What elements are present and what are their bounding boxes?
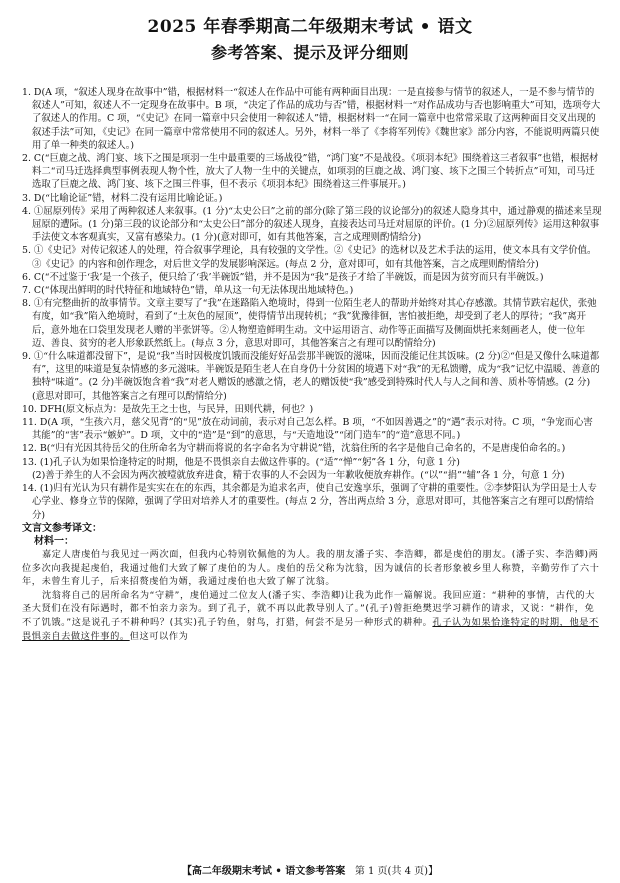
answer-9: 9. ①“什么味道都没留下”，是说“我”当时因极度饥饿而没能好好品尝那半碗饭的滋味，因而没能记住其饭味。(2 分)②“但是又像什么味道都有”，这里的味道是复杂情感的多元滋味。半碗饭是陌生老人在自身仍十分贫困的境遇下对“我”的无私馈赠，成为“我”记忆中温暖、善意的独特“味道”。(2 分)半碗饭饱含着“我”对老人赠饭的感激之情，老人的赠饭使“我”感受到特殊时代人与人之间和善、质朴等情感。(2 分)(意思对即可，其他答案言之有理可以酌情给分) [22, 351, 600, 402]
answer-10: 10. DFH(原文标点为：是故先王之士也，与民异，田则代耕，何也？) [22, 403, 314, 415]
footer-exam-name: 【高二年级期末考试 • 语文参考答案 [181, 866, 346, 877]
page-footer [0, 862, 620, 877]
answer-body [22, 86, 602, 643]
answer-5: 5. ①《史记》对传记叙述人的处理，符合叙事学理论，具有较强的文学性。②《史记》的选材以及艺术手法的运用，使文本具有文学价值。③《史记》的内容和创作理念，对后世文学的发展影响深远。(每点 2 分，意对即可，如有其他答案，言之成理则酌情给分) [22, 245, 597, 270]
translation-underlined-sentence: 孔子认为如果恰逢特定的时期，他是不畏惧亲自去做这件事的。 [22, 617, 599, 642]
translation-paragraph-1: 嘉定人唐虔伯与我见过一两次面，但我内心特别钦佩他的为人。我的朋友潘子实、李浩卿，都是虔伯的朋友。(潘子实、李浩卿)两位多次向我提起虔伯，我通过他们大致了解了虔伯的为人。虔伯的岳父称为沈翁，因为诚信的长者形象被乡里人称赞，辛勤劳作了六十年，未曾生育儿子，后来招赘虔伯为婿，我通过虔伯也大致了解了沈翁。 [22, 549, 600, 588]
answer-1: 1. D(A 项，“叙述人现身在故事中”错，根据材料一“叙述人在作品中可能有两种面目出现：一是直接参与情节的叙述人，一是不参与情节的叙述人”可知，叙述人不一定现身在故事中。B 项，“决定了作品的成功与否”错，根据材料一“对作品成功与否也影响重大”可知，选项夸大了叙述人的作用。C 项，“《史记》在同一篇章中只会使用一种叙述人”错，根据材料一“在同一篇章中也常常采取了这两种面目交叉出现的叙述手法”可知，《史记》在同一篇章中常常使用不同的叙述人。另外，材料一举了《李将军列传》《魏世家》部分内容，不能说明两篇只使用了单一种类的叙述人。) [22, 87, 601, 151]
answer-8: 8. ①有完整曲折的故事情节。文章主要写了“我”在迷路陷入绝境时，得到一位陌生老人的帮助并始终对其心存感激。其情节跌宕起伏，张弛有度，如“我”陷入绝境时，看到了“土灰色的屋顶”，使得情节出现转机；“我”犹豫徘徊，害怕被拒绝，却受到了老人的厚待；“我”离开后，意外地在口袋里发现老人赠的半张饼等。②人物塑造鲜明生动。文中运用语言、动作等正面描写及侧面烘托来刻画老人，使一位年迈、善良、贫穷的老人形象跃然纸上。(每点 3 分，意思对即可，其他答案言之有理可以酌情给分) [22, 298, 597, 349]
translation-heading: 文言文参考译文： [22, 522, 102, 534]
answer-11: 11. D(A 项，“生孩六月，慈父见背”的“见”放在动词前，表示对自己怎么样。B 项，“不如因善遇之”的“遇”表示对待。C 项，“争宠而心害其能”的“害”表示“嫉妒”。D 项，文中的“造”是“到”的意思，与“天造地设”“闭门造车”的“造”意思不同。) [22, 417, 593, 442]
answer-13-1: 13. (1)孔子认为如果恰逢特定的时期，他是不畏惧亲自去做这件事的。(“适”“惮”“躬”各 1 分，句意 1 分) [22, 456, 460, 468]
page-title: 2025 年春季期高二年级期末考试 • 语文 [147, 17, 473, 37]
answer-3: 3. D(“比喻论证”错，材料二没有运用比喻论证。) [22, 192, 223, 204]
answer-14: 14. (1)归有光认为只有耕作是实实在在的东西，其余都是为追求名声，使自己安逸享乐，强调了守耕的重要性。②李梦阳认为学田是士人专心学业、修身立节的保障，强调了学田对培养人才的重要性。(每点 2 分，答出两点给 3 分，意思对即可，其他答案言之有理可以酌情给分) [22, 483, 597, 521]
page-subtitle: 参考答案、提示及评分细则 [210, 43, 409, 62]
answer-4: 4. ①屈原列传》采用了两种叙述人来叙事。(1 分)“太史公曰”之前的部分(除了第三段的议论部分)的叙述人隐身其中，通过静观的描述来呈现屈原的遭际。(1 分)第三段的议论部分和“太史公曰”部分的叙述人现身，直接表达司马迁对屈原的评价。(1 分)②屈原列传》运用这种叙事手法使文本客观真实，又富有感染力。(1 分)(意对即可，如有其他答案，言之成理则酌情给分) [22, 205, 602, 244]
answer-12: 12. B(“归有光因其待岳父的住所命名为守耕而将说的名字命名为守耕说”错，沈翁住所的名字是他自己命名的，不是唐虔伯命名的。) [22, 443, 566, 455]
translation-paragraph-2-text: 沈翁将自己的居所命名为“守耕”，虔伯通过二位友人(潘子实、李浩卿)让我为此作一篇解说。我回应道：“耕种的事情，古代的大圣大贤们在没有际遇时，都不怕亲力亲为。到了孔子，就不再以此教导别人了。”(孔子)曾拒绝樊迟学习耕作的请求，又说：“耕作，免不了饥饿。”这是说孔子不耕种吗？(其实)孔子钓鱼，射鸟，打猎，何尝不是另一种形式的耕种。 [22, 589, 595, 629]
material-1-label: 材料一： [34, 535, 74, 547]
answer-2: 2. C(“巨鹿之战、鸿门宴、垓下之围是项羽一生中最重要的三场战役”错，“鸿门宴”不是战役。《项羽本纪》围绕着这三者叙事”也错，根据材料二“司马迁选择典型事例表现人物个性，放大了人物一生中的关键点，如项羽的巨鹿之战、鸿门宴、垓下之围三个转折点”可知，司马迁选取了巨鹿之战、鸿门宴、垓下之围三件事，但不表示《项羽本纪》围绕着这三件事展开。) [22, 153, 599, 191]
footer-page-number: 第 1 页(共 4 页)】 [354, 866, 439, 877]
translation-paragraph-2 [22, 589, 602, 643]
answer-13-2: (2)善于养生的人不会因为两次被噎就放弃进食，精于农事的人不会因为一年歉收便放弃耕作。(“以”“捐”“辅”各 1 分，句意 1 分) [32, 469, 565, 481]
translation-paragraph-2-tail: 但这可以作为 [129, 630, 189, 642]
answer-6: 6. C(“不过鉴于‘我’是一个孩子，便只给了‘我’半碗饭”错，并不是因为“我”是孩子才给了半碗饭，而是因为贫穷而只有半碗饭。) [22, 271, 544, 283]
answer-7: 7. C(“体现出鲜明的时代特征和地域特色”错，单从这一句无法体现出地域特色。) [22, 285, 354, 297]
